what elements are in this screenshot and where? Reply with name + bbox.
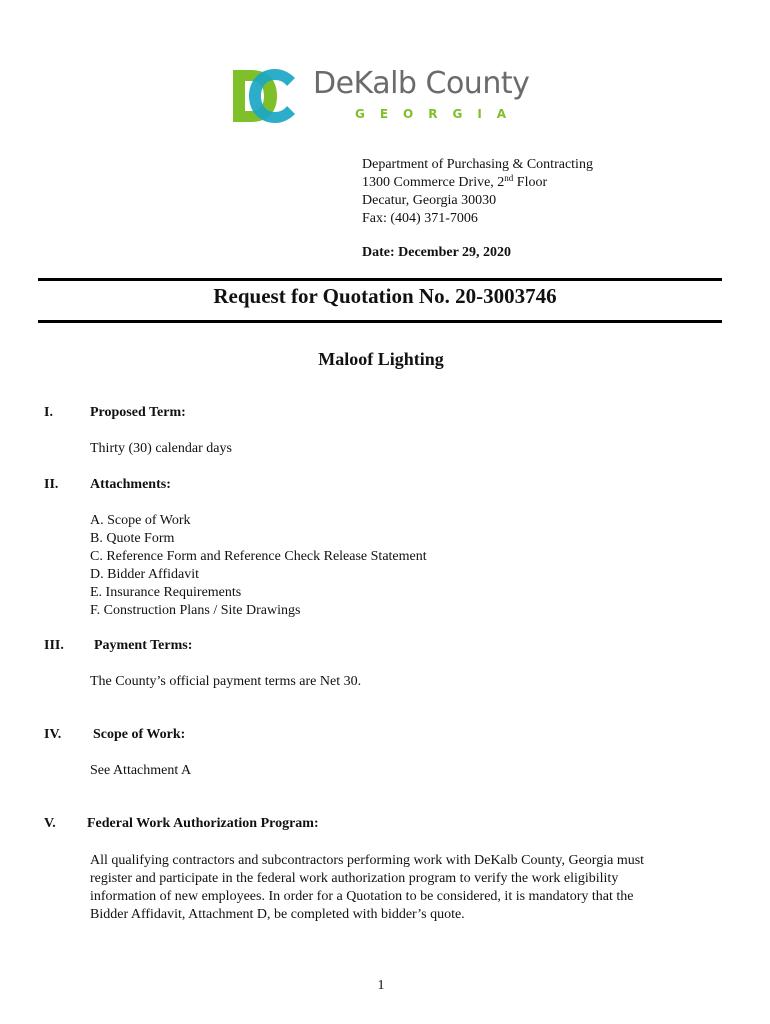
paragraph-line: Bidder Affidavit, Attachment D, be completed with bidder’s quote. — [90, 907, 465, 922]
document-date: Date: December 29, 2020 — [362, 245, 512, 260]
list-item: F. Construction Plans / Site Drawings — [90, 603, 301, 618]
department-name: Department of Purchasing & Contracting — [362, 157, 593, 172]
section-3-number: III. — [44, 638, 64, 653]
paragraph-line: register and participate in the federal work authorization program to verify the work eligibility — [90, 871, 619, 886]
section-1-number: I. — [44, 405, 53, 420]
address-block — [362, 156, 593, 228]
page-number: 1 — [377, 978, 385, 993]
city-state-zip: Decatur, Georgia 30030 — [362, 193, 497, 208]
dc-logo-mark-icon — [231, 68, 297, 124]
section-1-heading: Proposed Term: — [90, 405, 186, 420]
list-item: B. Quote Form — [90, 531, 175, 546]
paragraph-line: information of new employees. In order for a Quotation to be considered, it is mandatory that the — [90, 889, 634, 904]
list-item: E. Insurance Requirements — [90, 585, 242, 600]
section-5-number: V. — [44, 816, 56, 831]
logo-state-name: GEORGIA — [355, 107, 522, 121]
list-item: D. Bidder Affidavit — [90, 567, 200, 582]
section-5-body — [90, 852, 700, 924]
section-4-heading: Scope of Work: — [93, 727, 186, 742]
street-address-main: 1300 Commerce Drive, 2 — [362, 175, 505, 190]
street-address-floor: Floor — [513, 175, 548, 190]
dekalb-county-logo — [231, 68, 531, 126]
title-top-rule — [38, 278, 722, 281]
document-title: Request for Quotation No. 20-3003746 — [213, 284, 557, 308]
list-item: A. Scope of Work — [90, 513, 191, 528]
title-bottom-rule — [38, 320, 722, 323]
paragraph-line: All qualifying contractors and subcontractors performing work with DeKalb County, Georgia must — [90, 853, 645, 868]
section-2-heading: Attachments: — [90, 477, 171, 492]
section-3-heading: Payment Terms: — [94, 638, 193, 653]
street-address-ordinal: nd — [504, 173, 514, 183]
section-3-body: The County’s official payment terms are Net 30. — [90, 674, 362, 689]
project-subject: Maloof Lighting — [318, 349, 444, 369]
street-address — [362, 174, 593, 192]
logo-county-name: DeKalb County — [313, 66, 530, 101]
section-4-number: IV. — [44, 727, 62, 742]
section-5-heading: Federal Work Authorization Program: — [87, 816, 319, 831]
list-item: C. Reference Form and Reference Check Release Statement — [90, 549, 427, 564]
section-4-body: See Attachment A — [90, 763, 192, 778]
attachments-list — [90, 512, 427, 620]
section-1-body: Thirty (30) calendar days — [90, 441, 232, 456]
fax-number: Fax: (404) 371-7006 — [362, 211, 478, 226]
section-2-number: II. — [44, 477, 59, 492]
